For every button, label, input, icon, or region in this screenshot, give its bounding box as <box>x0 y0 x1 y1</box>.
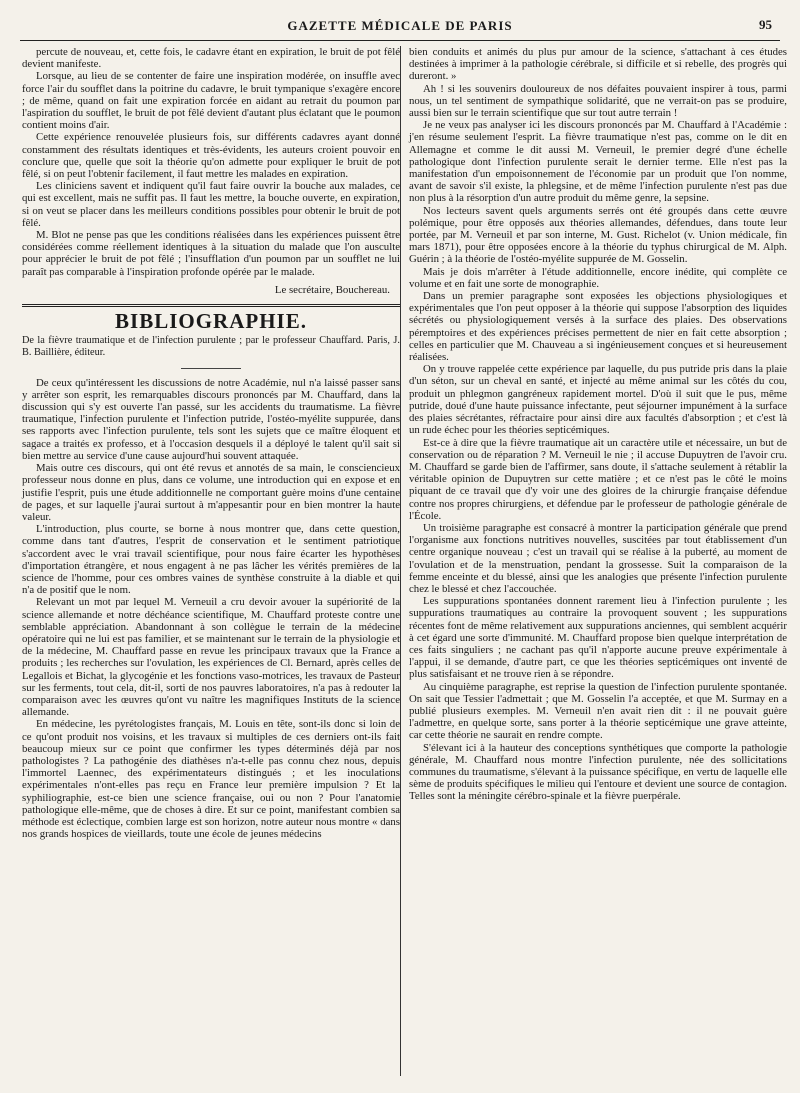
paragraph: Les cliniciens savent et indiquent qu'il faut faire ouvrir la bouche aux malades, ce qui est excellent, mais ne suffit pas. Il faut les mettre, la bouche ouverte, en expiration, si on veut se placer dans les meilleurs conditions possibles pour obtenir le bruit de pot fêlé. <box>22 180 400 229</box>
section-title: BIBLIOGRAPHIE. <box>115 309 307 334</box>
short-rule <box>181 368 241 369</box>
paragraph: Est-ce à dire que la fièvre traumatique ait un caractère utile et nécessaire, un but de conservation ou de réparation ? M. Verneuil le nie ; il accuse Dupuytren de l'avoir cru. M. Chauffard se garde bien de l'affirmer, sans doute, il s'attache seulement à rétablir la véritable opinion de Dupuytren sur cette matière ; et ce n'est pas le côté le moins piquant de ce travail que d'y voir une des gloires de la chirurgie française défendue contre nos propres chirurgiens, et défendue par le professeur de pathologie générale de l'École. <box>409 436 787 522</box>
right-column <box>409 46 787 803</box>
paragraph: percute de nouveau, et, cette fois, le cadavre étant en expiration, le bruit de pot fêlé devient manifeste. <box>22 46 400 71</box>
paragraph: De ceux qu'intéressent les discussions de notre Académie, nul n'a laissé passer sans y arrêter son esprit, les remarquables discours prononcés par M. Chauffard, dans la discussion qui s'y est ouverte l'an passé, sur les accidents du traumatisme. La fièvre traumatique, l'infection purulente et l'infection putride, l'ostéo-myélite suppurée, dans ses rapports avec l'infection purulente, tels sont les sujets que ce maître éloquent et sagace a traités ex professo, et à l'occasion desquels il a déployé le talent qu'il sait si bien mettre au service d'une cause aujourd'hui souvent attaquée. <box>22 376 400 462</box>
paragraph: Les suppurations spontanées donnent rarement lieu à l'infection purulente ; les suppurations traumatiques au contraire la provoquent souvent ; les suppurations récentes font de même relativement aux suppurations anciennes, qui semblent acquérir à cet égard une sorte d'immunité. M. Chauffard propose bien quelque interprétation de ces faits singuliers ; ne cachant pas qu'il n'apporte aucune preuve expérimentale à l'appui, il se demande, d'autre part, ce que les théories septicémiques ont inventé de plus satisfaisant et ne trouve rien à se répondre. <box>409 595 787 681</box>
journal-title: GAZETTE MÉDICALE DE PARIS <box>287 18 513 33</box>
paragraph: M. Blot ne pense pas que les conditions réalisées dans les expériences puissent être considérées comme réellement identiques à la situation du malade que l'on ausculte pour apprécier le bruit de pot fêlé ; l'insufflation d'un poumon par un soufflet ne lui paraît pas comparable à l'inspiration profonde opérée par le malade. <box>22 229 400 278</box>
secretary-signature: Le secrétaire, Bouchereau. <box>274 283 390 296</box>
paragraph: Au cinquième paragraphe, est reprise la question de l'infection purulente spontanée. On sait que Tessier l'admettait ; que M. Gosselin l'a acceptée, et que M. Surmay en a publié plusieurs exemples. M. Verneuil n'en avait rien dit : il ne pouvait guère l'admettre, en quelque sorte, sans porter à la théorie septicémique une grave atteinte, car cette théorie ne saurait en rendre compte. <box>409 680 787 742</box>
paragraph: Je ne veux pas analyser ici les discours prononcés par M. Chauffard à l'Académie : j'en résume seulement l'esprit. La fièvre traumatique n'est pas, comme on le dit en Allemagne et comme le dit aussi M. Verneuil, le premier degré d'une échelle pathologique dont l'infection purulente serait le dernier terme. Elle n'est pas la manifestation d'un empoisonnement de l'économie par un produit que l'on nomme, avant de savoir s'il existe, la phlegsine, et de même l'infection purulente n'est pas due non plus à la résorption d'un autre produit du même genre, la sepsine. <box>409 119 787 205</box>
paragraph: L'introduction, plus courte, se borne à nous montrer que, dans cette question, comme dans tant d'autres, l'esprit de conservation et le sentiment patriotique s'accordent avec le vrai travail scientifique, pour nous faire écarter les hypothèses d'importation étrangère, et nous engagent à ne pas lâcher les vérités premières de la science de l'homme, pour ces ombres vaines de synthèse construite à la diable et qui n'a de positif que le nom. <box>22 523 400 597</box>
paragraph: On y trouve rappelée cette expérience par laquelle, du pus putride pris dans la plaie d'un séton, sur un cheval en santé, et injecté au même animal sur les côtés du cou, produit un phlegmon gangréneux rapidement mortel. D'où il suit que le pus, même putride, doué d'une haute puissance infectante, peut séjourner impunément à la surface des plaies sécrétantes, réfractaire pour ainsi dire aux facultés d'absorption ; et c'est là un rude échec pour les théories septicémiques. <box>409 363 787 437</box>
paragraph: Dans un premier paragraphe sont exposées les objections physiologiques et expérimentales que l'on peut opposer à la théorie qui suppose l'absorption des liquides sécrétés ou physiologiquement versés à la surface des plaies. Des observations péremptoires et des expériences précises permettent de nier en fait cette absorption ; celles en particulier que M. Chauveau a si ingénieusement conçues et si heureusement réalisées. <box>409 290 787 364</box>
paragraph: Ah ! si les souvenirs douloureux de nos défaites pouvaient inspirer à tous, parmi nous, un tel sentiment de sympathique solidarité, que ne verrait-on pas se produire, aussi bien sur le terrain scientifique que sur tout autre terrain ! <box>409 82 787 120</box>
section-divider <box>22 304 400 307</box>
left-column <box>22 46 400 840</box>
paragraph: Cette expérience renouvelée plusieurs fois, sur différents cadavres ayant donné constamment des résultats identiques et très-évidents, les auteurs croient pouvoir en conclure que, quelle que soit la théorie qu'on admette pour expliquer le bruit de pot fêlé, si on peut l'obtenir facilement, il faut mettre les malades en expiration. <box>22 131 400 181</box>
paragraph: Lorsque, au lieu de se contenter de faire une inspiration modérée, on insuffle avec force l'air du soufflet dans la poitrine du cadavre, le bruit tympanique s'exagère encore ; de même, quand on fait une expiration forcée en aidant au retrait du poumon par l'aspiration du soufflet, le bruit de pot fêlé devient d'autant plus éclatant que le poumon contient moins d'air. <box>22 70 400 132</box>
page-number: 95 <box>759 17 772 32</box>
book-title: De la fièvre traumatique et de l'infection purulente ; par le professeur Chauffard. Paris, J. B. Baillière, éditeur. <box>22 335 400 359</box>
paragraph: Nos lecteurs savent quels arguments serrés ont été groupés dans cette œuvre polémique, pour être opposés aux théories allemandes, défendues, dans toute leur portée, par M. Verneuil et par son interne, M. Gust. Richelot (v. Union médicale, fin mars 1871), pour être opposées encore à la théorie du typhus chirurgical de M. Alph. Guérin ; à la théorie de l'ostéo-myélite suppurée de M. Gosselin. <box>409 204 787 266</box>
paragraph: Un troisième paragraphe est consacré à montrer la participation générale que prend l'organisme aux fonctions nutritives nouvelles, suscitées par tout établissement d'un centre organique nouveau ; c'est un travail qui se réalise à la puberté, au moment de l'ovulation et de la menstruation, pendant la grossesse. Suit la comparaison de la femme enceinte et du blessé, ainsi que les analogies que présente l'infection purulente chez le blessé et chez l'accouchée. <box>409 521 787 595</box>
paragraph: S'élevant ici à la hauteur des conceptions synthétiques que comporte la pathologie générale, M. Chauffard nous montre l'infection purulente, née des sollicitations communes du traumatisme, s'élevant à la puissance spécifique, en vertu de laquelle elle sème de produits spécifiques le milieu qui l'entoure et devient une source de contagion. Telles sont la méningite cérébro-spinale et la fièvre puerpérale. <box>409 741 787 803</box>
paragraph: Mais outre ces discours, qui ont été revus et annotés de sa main, le consciencieux professeur nous donne en plus, dans ce volume, une introduction qui en expose et en justifie l'esprit, puis une étude additionnelle ne comportant guère moins d'une centaine de pages, et sur laquelle j'aurai surtout à m'appesantir pour en bien montrer la haute valeur. <box>22 462 400 523</box>
paragraph: Relevant un mot par lequel M. Verneuil a cru devoir avouer la supériorité de la science allemande et notre déchéance scientifique, M. Chauffard proteste contre une semblable appréciation. Abandonnant à son collègue le terrain de la médecine opératoire qui ne lui est pas familier, et se maintenant sur le terrain de la physiologie et de la médecine, M. Chauffard passe en revue les principaux travaux que la France a produits ; les recherches sur l'ovulation, les expériences de Cl. Bernard, après celles de Legallois et Bichat, la glycogénie et les fonctions vaso-motrices, les travaux de Pasteur sur les ferments, tout cela, dit-il, sorti de nos pauvres laboratoires, n'a pas à redouter la comparaison avec les œuvres qu'ont vu naître les magnifiques Instituts de la science allemande. <box>22 596 400 719</box>
paragraph: bien conduits et animés du plus pur amour de la science, s'attachant à ces études destinées à imprimer à la pathologie cérébrale, si difficile et si rebelle, des progrès qui dureront. » <box>409 46 787 83</box>
column-divider <box>400 46 401 1076</box>
page-header <box>20 14 780 41</box>
paragraph: Mais je dois m'arrêter à l'étude additionnelle, encore inédite, qui complète ce volume et en fait une sorte de monographie. <box>409 265 787 290</box>
paragraph: En médecine, les pyrétologistes français, M. Louis en tête, sont-ils donc si loin de ce qu'ont produit nos voisins, et les travaux si multiples de ces derniers ont-ils fait beaucoup mieux sur ce point que confirmer les types déterminés déjà par nos pathologistes ? La pathogénie des diathèses n'a-t-elle pas connu chez nous, depuis l'immortel Laennec, des expérimentateurs distingués ; et les inoculations expérimentales n'ont-elles pas reçu en France leur première impulsion ? Et la syphiliographie, est-ce bien une science française, oui ou non ? Pour l'anatomie pathologique elle-même, que de choses à dire. Et sur ce point, manifestant combien sa méthode est éclectique, combien large est son horizon, notre auteur nous montre « dans nos grands hospices de vieillards, toute une école de jeunes médecins <box>22 718 400 841</box>
